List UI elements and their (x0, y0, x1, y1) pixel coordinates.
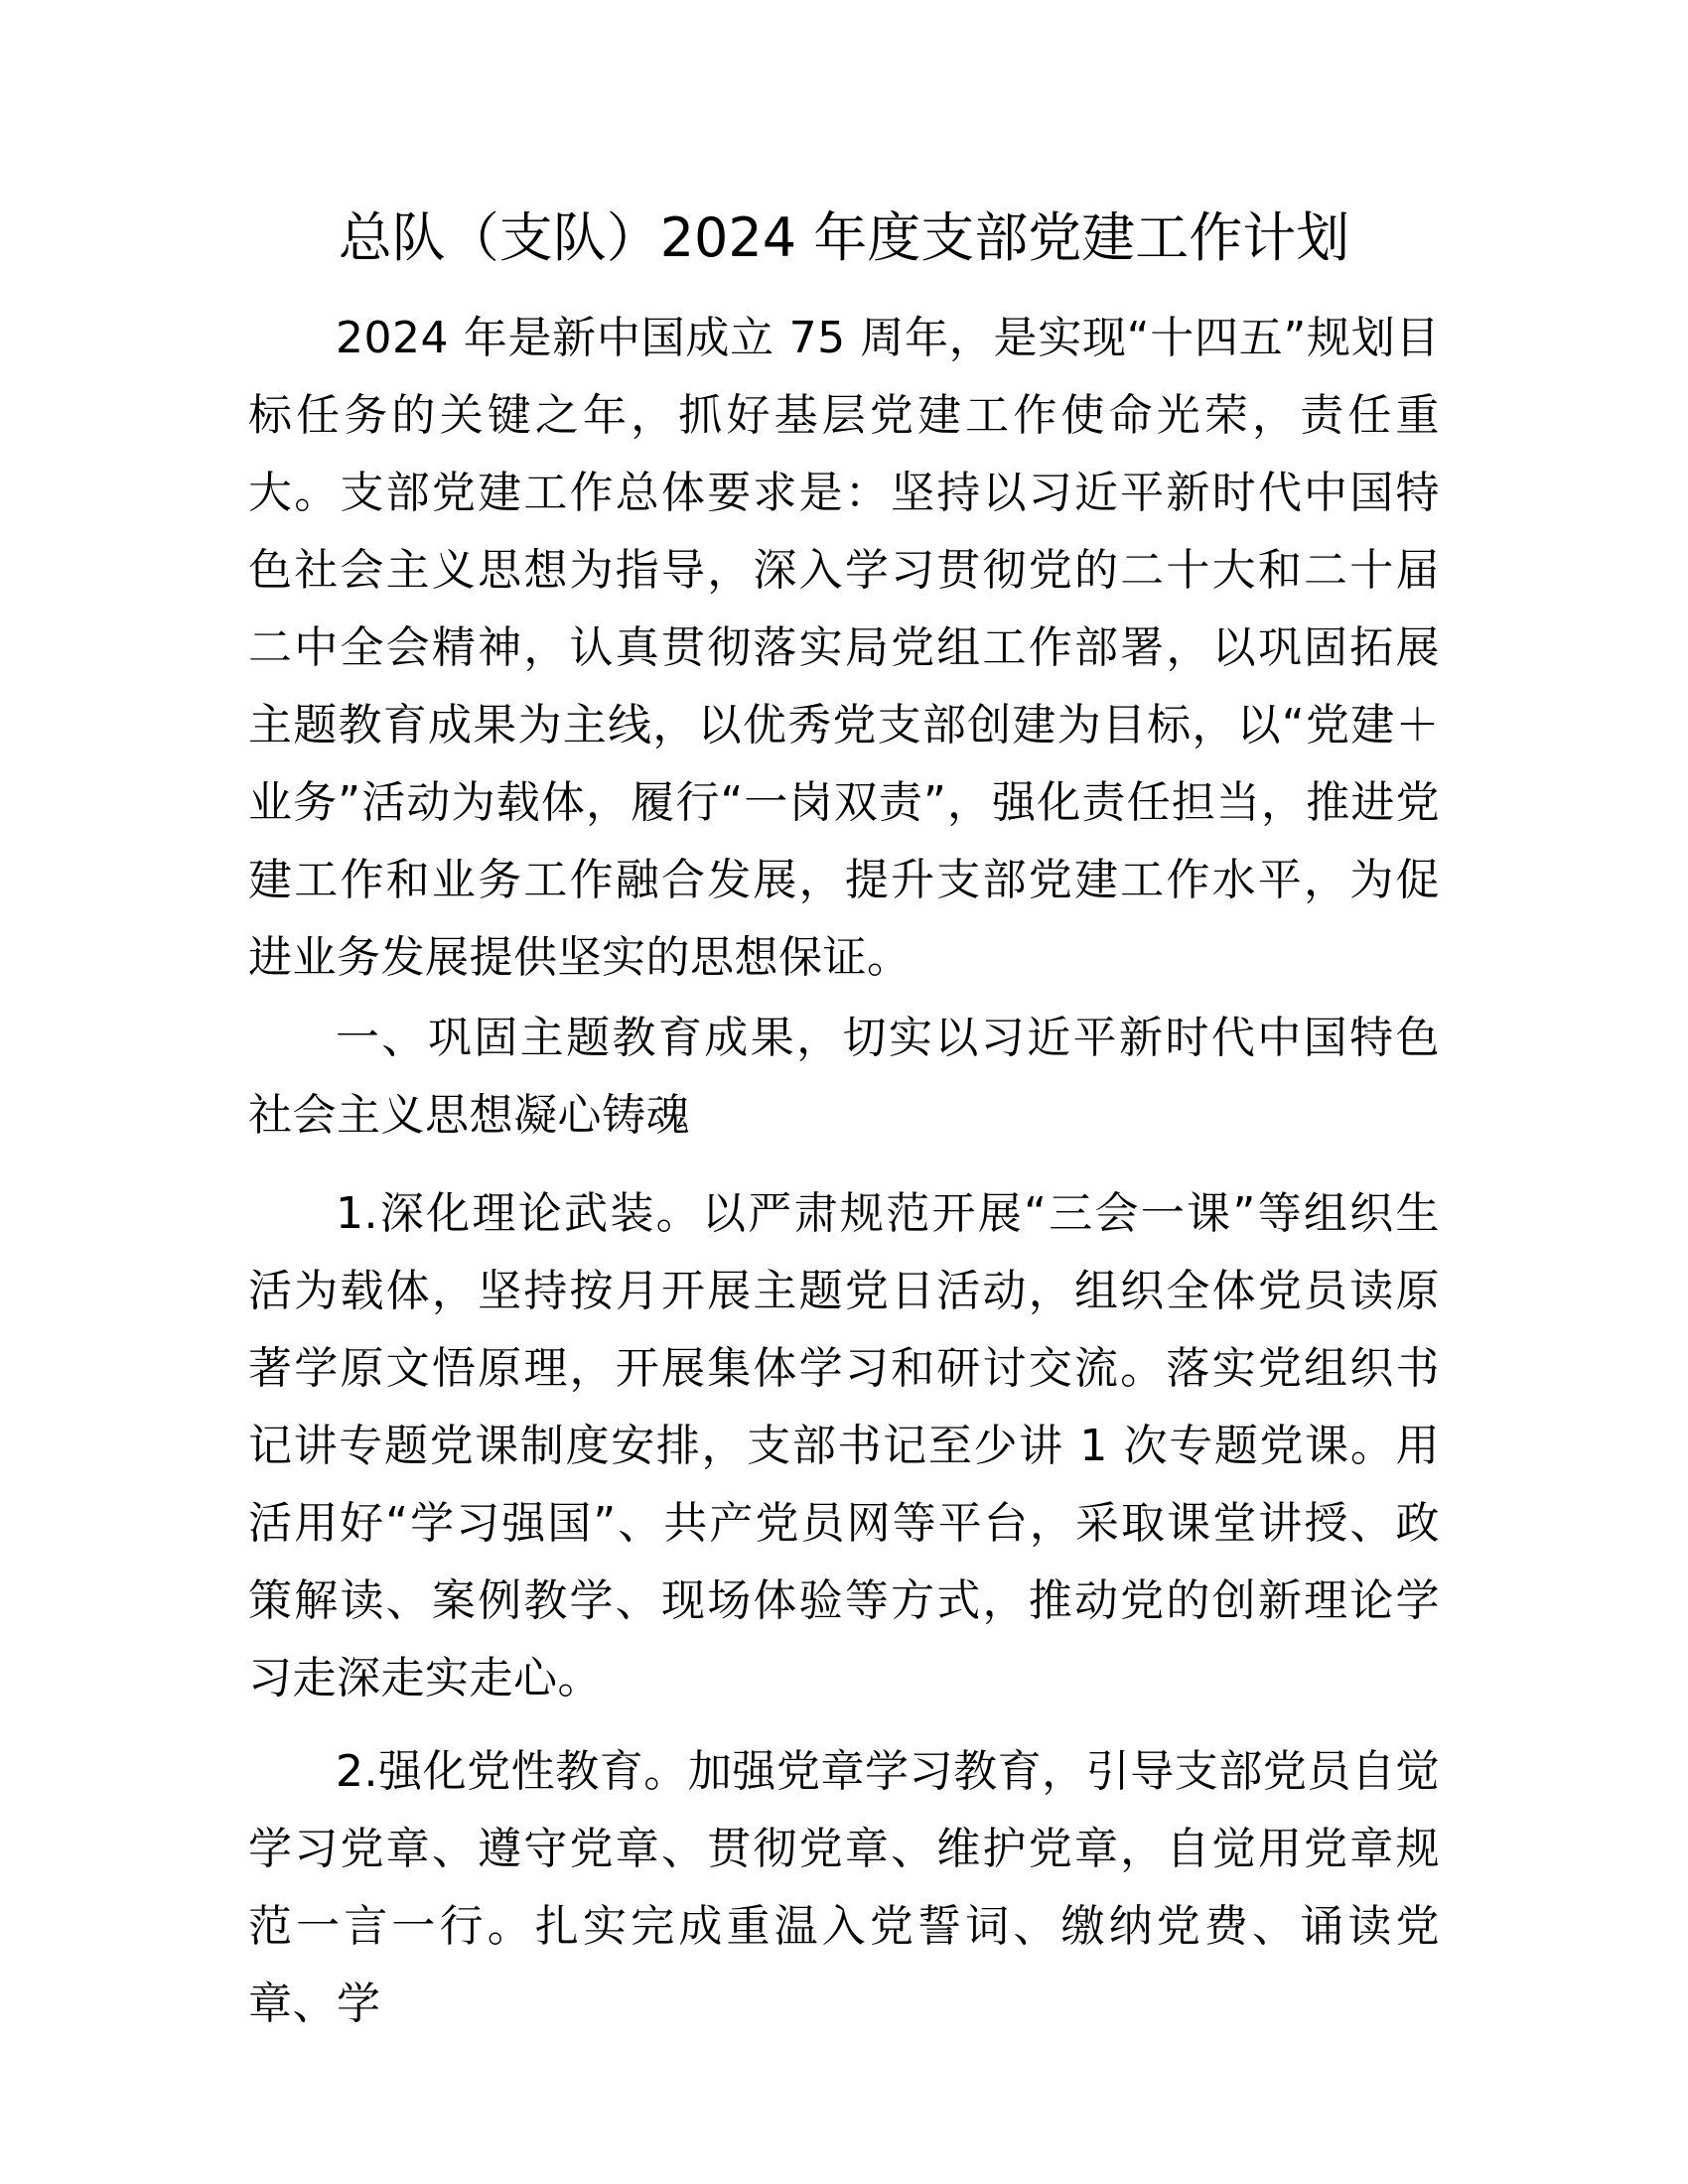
document-title: 总队（支队）2024 年度支部党建工作计划 (338, 206, 1350, 269)
section-heading-text: 一、巩固主题教育成果，切实以习近平新时代中国特色社会主义思想凝心铸魂 (248, 1013, 1440, 1141)
paragraph-text: 2024 年是新中国成立 75 周年，是实现“十四五”规划目标任务的关键之年，抓好基层党建工作使命光荣，责任重大。支部党建工作总体要求是：坚持以习近平新时代中国特色社会主义思想为指导，深入学习贯彻党的二十大和二十届二中全会精神，认真贯彻落实局党组工作部署，以巩固拓展主题教育成果为主线，以优秀党支部创建为目标，以“党建＋业务”活动为载体，履行“一岗双责”，强化责任担当，推进党建工作和业务工作融合发展，提升支部党建工作水平，为促进业务发展提供坚实的思想保证。 (248, 313, 1440, 983)
paragraph-intro (248, 300, 1440, 997)
paragraph-text: 1.深化理论武装。以严肃规范开展“三会一课”等组织生活为载体，坚持按月开展主题党日活动，组织全体党员读原著学原文悟原理，开展集体学习和研讨交流。落实党组织书记讲专题党课制度安排，支部书记至少讲 1 次专题党课。用活用好“学习强国”、共产党员网等平台，采取课堂讲授、政策解读、案例教学、现场体验等方式，推动党的创新理论学习走深走实走心。 (248, 1188, 1440, 1704)
paragraph-item-1 (248, 1175, 1440, 1717)
section-heading-1 (248, 1000, 1440, 1155)
paragraph-text: 2.强化党性教育。加强党章学习教育，引导支部党员自觉学习党章、遵守党章、贯彻党章、维护党章，自觉用党章规范一言一行。扎实完成重温入党誓词、缴纳党费、诵读党章、学 (248, 1746, 1440, 2029)
paragraph-item-2 (248, 1733, 1440, 2043)
